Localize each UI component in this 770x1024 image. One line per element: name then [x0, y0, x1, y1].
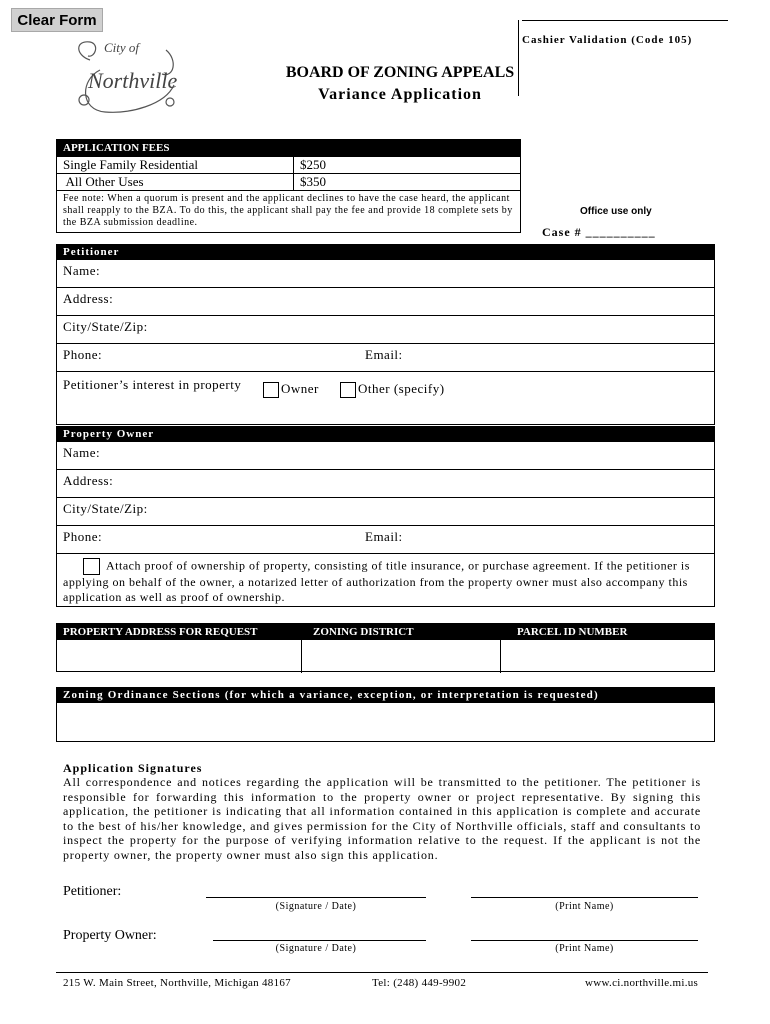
cashier-vline [518, 20, 519, 96]
owner-city-field[interactable] [57, 497, 714, 525]
footer-address: 215 W. Main Street, Northville, Michigan 48167 [63, 977, 291, 989]
owner-checkbox[interactable] [263, 382, 279, 398]
owner-name-field[interactable] [57, 442, 714, 469]
ownership-proof-note [57, 553, 714, 609]
petitioner-interest-row [57, 371, 714, 426]
footer-divider [56, 972, 708, 973]
fees-table [56, 139, 521, 233]
fee-label: All Other Uses [57, 174, 294, 190]
owner-print-caption: (Print Name) [555, 943, 614, 954]
ownership-proof-checkbox[interactable] [83, 558, 100, 575]
petitioner-sig-label: Petitioner: [63, 884, 122, 899]
signatures-title: Application Signatures [63, 761, 203, 775]
svg-text:City of: City of [104, 40, 140, 55]
other-option-label: Other (specify) [358, 381, 445, 396]
petitioner-signature-line[interactable] [206, 897, 426, 898]
petitioner-sig-caption: (Signature / Date) [275, 901, 357, 912]
name-label: Name: [63, 445, 101, 460]
footer-phone: Tel: (248) 449-9902 [372, 977, 467, 989]
email-label: Email: [365, 347, 403, 362]
form-subtitle: Variance Application [318, 86, 482, 103]
owner-print-line[interactable] [471, 940, 698, 941]
petitioner-city-field[interactable] [57, 315, 714, 343]
zoning-header: Zoning Ordinance Sections (for which a variance, exception, or interpretation is requested) [57, 688, 714, 703]
form-title: BOARD OF ZONING APPEALS [285, 64, 515, 81]
petitioner-section [56, 244, 715, 425]
fee-amount: $350 [300, 174, 326, 189]
name-label: Name: [63, 263, 101, 278]
city-label: City/State/Zip: [63, 501, 148, 516]
fees-header: APPLICATION FEES [57, 140, 520, 156]
col-zoning-district: ZONING DISTRICT [313, 626, 414, 638]
phone-label: Phone: [63, 529, 103, 544]
parcel-id-input[interactable] [501, 640, 714, 673]
petitioner-print-caption: (Print Name) [555, 901, 614, 912]
owner-header: Property Owner [57, 427, 714, 442]
footer-website[interactable]: www.ci.northville.mi.us [585, 977, 699, 989]
email-label: Email: [365, 529, 403, 544]
owner-sig-label: Property Owner: [63, 928, 157, 943]
svg-text:Northville: Northville [88, 68, 178, 93]
zoning-input[interactable] [57, 703, 714, 741]
owner-signature-line[interactable] [213, 940, 426, 941]
petitioner-print-line[interactable] [471, 897, 698, 898]
cashier-line [522, 20, 728, 21]
owner-sig-caption: (Signature / Date) [275, 943, 357, 954]
fee-row [57, 173, 520, 190]
address-label: Address: [63, 473, 114, 488]
col-parcel-id: PARCEL ID NUMBER [517, 626, 628, 638]
zoning-district-input[interactable] [302, 640, 501, 673]
clear-form-button[interactable]: Clear Form [11, 8, 103, 32]
property-table-body [57, 640, 714, 673]
phone-label: Phone: [63, 347, 103, 362]
owner-option-label: Owner [281, 381, 319, 396]
fee-note: Fee note: When a quorum is present and the applicant declines to have the case heard, the applicant shall reapply to the BZA. To do this, the applicant shall pay the fee and provide 18 complete sets by the BZA submission deadline. [57, 190, 520, 232]
fee-label: Single Family Residential [57, 157, 294, 173]
petitioner-address-field[interactable] [57, 287, 714, 315]
interest-label: Petitioner’s interest in property [63, 377, 242, 392]
petitioner-name-field[interactable] [57, 260, 714, 287]
other-checkbox[interactable] [340, 382, 356, 398]
property-table-header [57, 624, 714, 640]
col-property-address: PROPERTY ADDRESS FOR REQUEST [63, 626, 258, 638]
city-label: City/State/Zip: [63, 319, 148, 334]
petitioner-header: Petitioner [57, 245, 714, 260]
signatures-text: All correspondence and notices regarding the application will be transmitted to the petitioner. The petitioner is responsible for forwarding this information to the property owner or project representative. By signing this application, the petitioner is indicating that all information contained in this application is complete and accurate to the best of his/her knowledge, and gives permission for the City of Northville officials, staff and consultants to inspect the property for the purpose of verifying information relative to the request. If the applicant is not the property owner, the property owner must also sign this application. [63, 775, 701, 862]
office-use-label: Office use only [580, 206, 652, 217]
ownership-proof-text: Attach proof of ownership of property, consisting of title insurance, or purchase agreement. If the petitioner is applying on behalf of the owner, a notarized letter of authorization from the property owner must also accompany this application as well as proof of ownership. [63, 558, 690, 604]
owner-address-field[interactable] [57, 469, 714, 497]
property-owner-section [56, 426, 715, 607]
petitioner-phone-field[interactable] [57, 343, 714, 371]
zoning-section [56, 687, 715, 742]
fee-amount: $250 [300, 157, 326, 172]
fee-row [57, 156, 520, 173]
address-label: Address: [63, 291, 114, 306]
owner-phone-field[interactable] [57, 525, 714, 553]
case-number: Case # __________ [542, 225, 656, 239]
cashier-validation: Cashier Validation (Code 105) [522, 34, 693, 46]
property-address-input[interactable] [57, 640, 302, 673]
property-table [56, 623, 715, 672]
